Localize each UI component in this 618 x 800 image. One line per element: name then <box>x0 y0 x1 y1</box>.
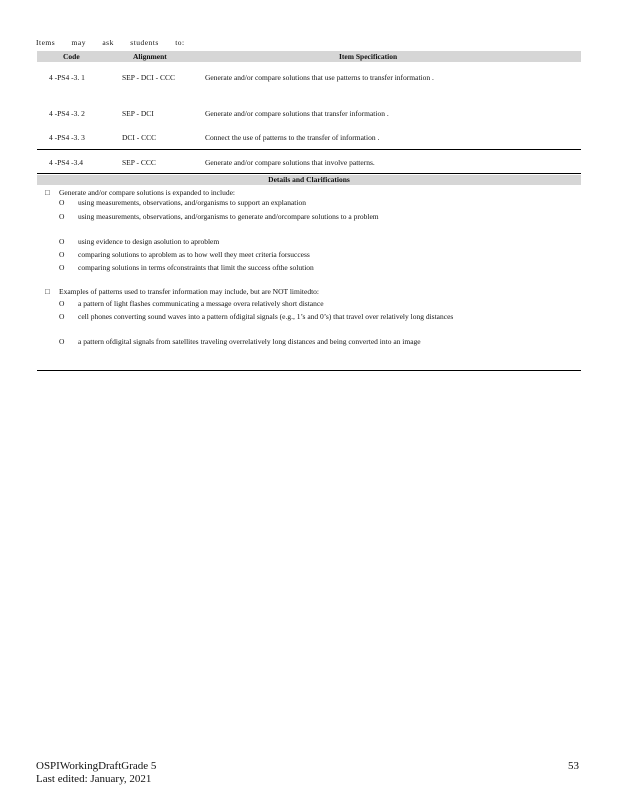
row-alignment: SEP - DCI - CCC <box>122 73 176 82</box>
row-divider <box>37 149 581 150</box>
intro-word: Items <box>36 38 56 47</box>
row-code: 4 -PS4 -3.4 <box>49 158 83 167</box>
footer <box>36 760 156 786</box>
row-spec: Generate and/or compare solutions that transfer information . <box>205 109 389 118</box>
list-item-text: using measurements, observations, and/organisms to generate and/orcompare solutions to a problem <box>78 212 379 221</box>
spec-header: Item Specification <box>339 52 398 61</box>
circle-bullet-icon: O <box>59 212 65 221</box>
alignment-header: Alignment <box>133 52 167 61</box>
list-item-text: comparing solutions to aproblem as to how well they meet criteria forsuccess <box>78 250 310 259</box>
intro-word: ask <box>102 38 114 47</box>
list-item-text: using measurements, observations, and/organisms to support an explanation <box>78 198 306 207</box>
table-bottom-border <box>37 370 581 371</box>
row-code: 4 -PS4 -3. 2 <box>49 109 85 118</box>
intro-line <box>36 38 199 47</box>
circle-bullet-icon: O <box>59 263 65 272</box>
row-alignment: DCI - CCC <box>122 133 157 142</box>
row-divider <box>37 173 581 174</box>
square-bullet-icon: □ <box>45 287 50 296</box>
table-header <box>37 51 581 62</box>
list-item-text: a pattern of light flashes communicating a message overa relatively short distance <box>78 299 324 308</box>
bullet-lead: Examples of patterns used to transfer information may include, but are NOT limitedto: <box>59 287 320 296</box>
list-item-text: using evidence to design asolution to aproblem <box>78 237 220 246</box>
circle-bullet-icon: O <box>59 312 65 321</box>
row-spec: Generate and/or compare solutions that involve patterns. <box>205 158 375 167</box>
list-item-text: a pattern ofdigital signals from satellites traveling overrelatively long distances and being converted into an image <box>78 337 421 346</box>
bullet-lead: Generate and/or compare solutions is expanded to include: <box>59 188 235 197</box>
intro-word: students <box>130 38 159 47</box>
list-item-text: cell phones converting sound waves into a pattern ofdigital signals (e.g., 1’s and 0’s) that travel over relatively long distances <box>78 312 454 321</box>
intro-word: to: <box>175 38 185 47</box>
page-number: 53 <box>568 760 579 772</box>
row-spec: Generate and/or compare solutions that use patterns to transfer information . <box>205 73 434 82</box>
circle-bullet-icon: O <box>59 299 65 308</box>
row-alignment: SEP - DCI <box>122 109 154 118</box>
intro-word: may <box>71 38 86 47</box>
details-title: Details and Clarifications <box>268 175 350 184</box>
circle-bullet-icon: O <box>59 237 65 246</box>
footer-draft-label: OSPIWorkingDraftGrade 5 <box>36 760 157 772</box>
footer-last-edited: Last edited: January, 2021 <box>36 773 152 785</box>
row-code: 4 -PS4 -3. 3 <box>49 133 85 142</box>
details-header <box>37 175 581 185</box>
square-bullet-icon: □ <box>45 188 50 197</box>
list-item-text: comparing solutions in terms ofconstraints that limit the success ofthe solution <box>78 263 314 272</box>
circle-bullet-icon: O <box>59 250 65 259</box>
circle-bullet-icon: O <box>59 198 65 207</box>
row-spec: Connect the use of patterns to the transfer of information . <box>205 133 380 142</box>
code-header: Code <box>63 52 80 61</box>
circle-bullet-icon: O <box>59 337 65 346</box>
row-alignment: SEP - CCC <box>122 158 156 167</box>
row-code: 4 -PS4 -3. 1 <box>49 73 85 82</box>
